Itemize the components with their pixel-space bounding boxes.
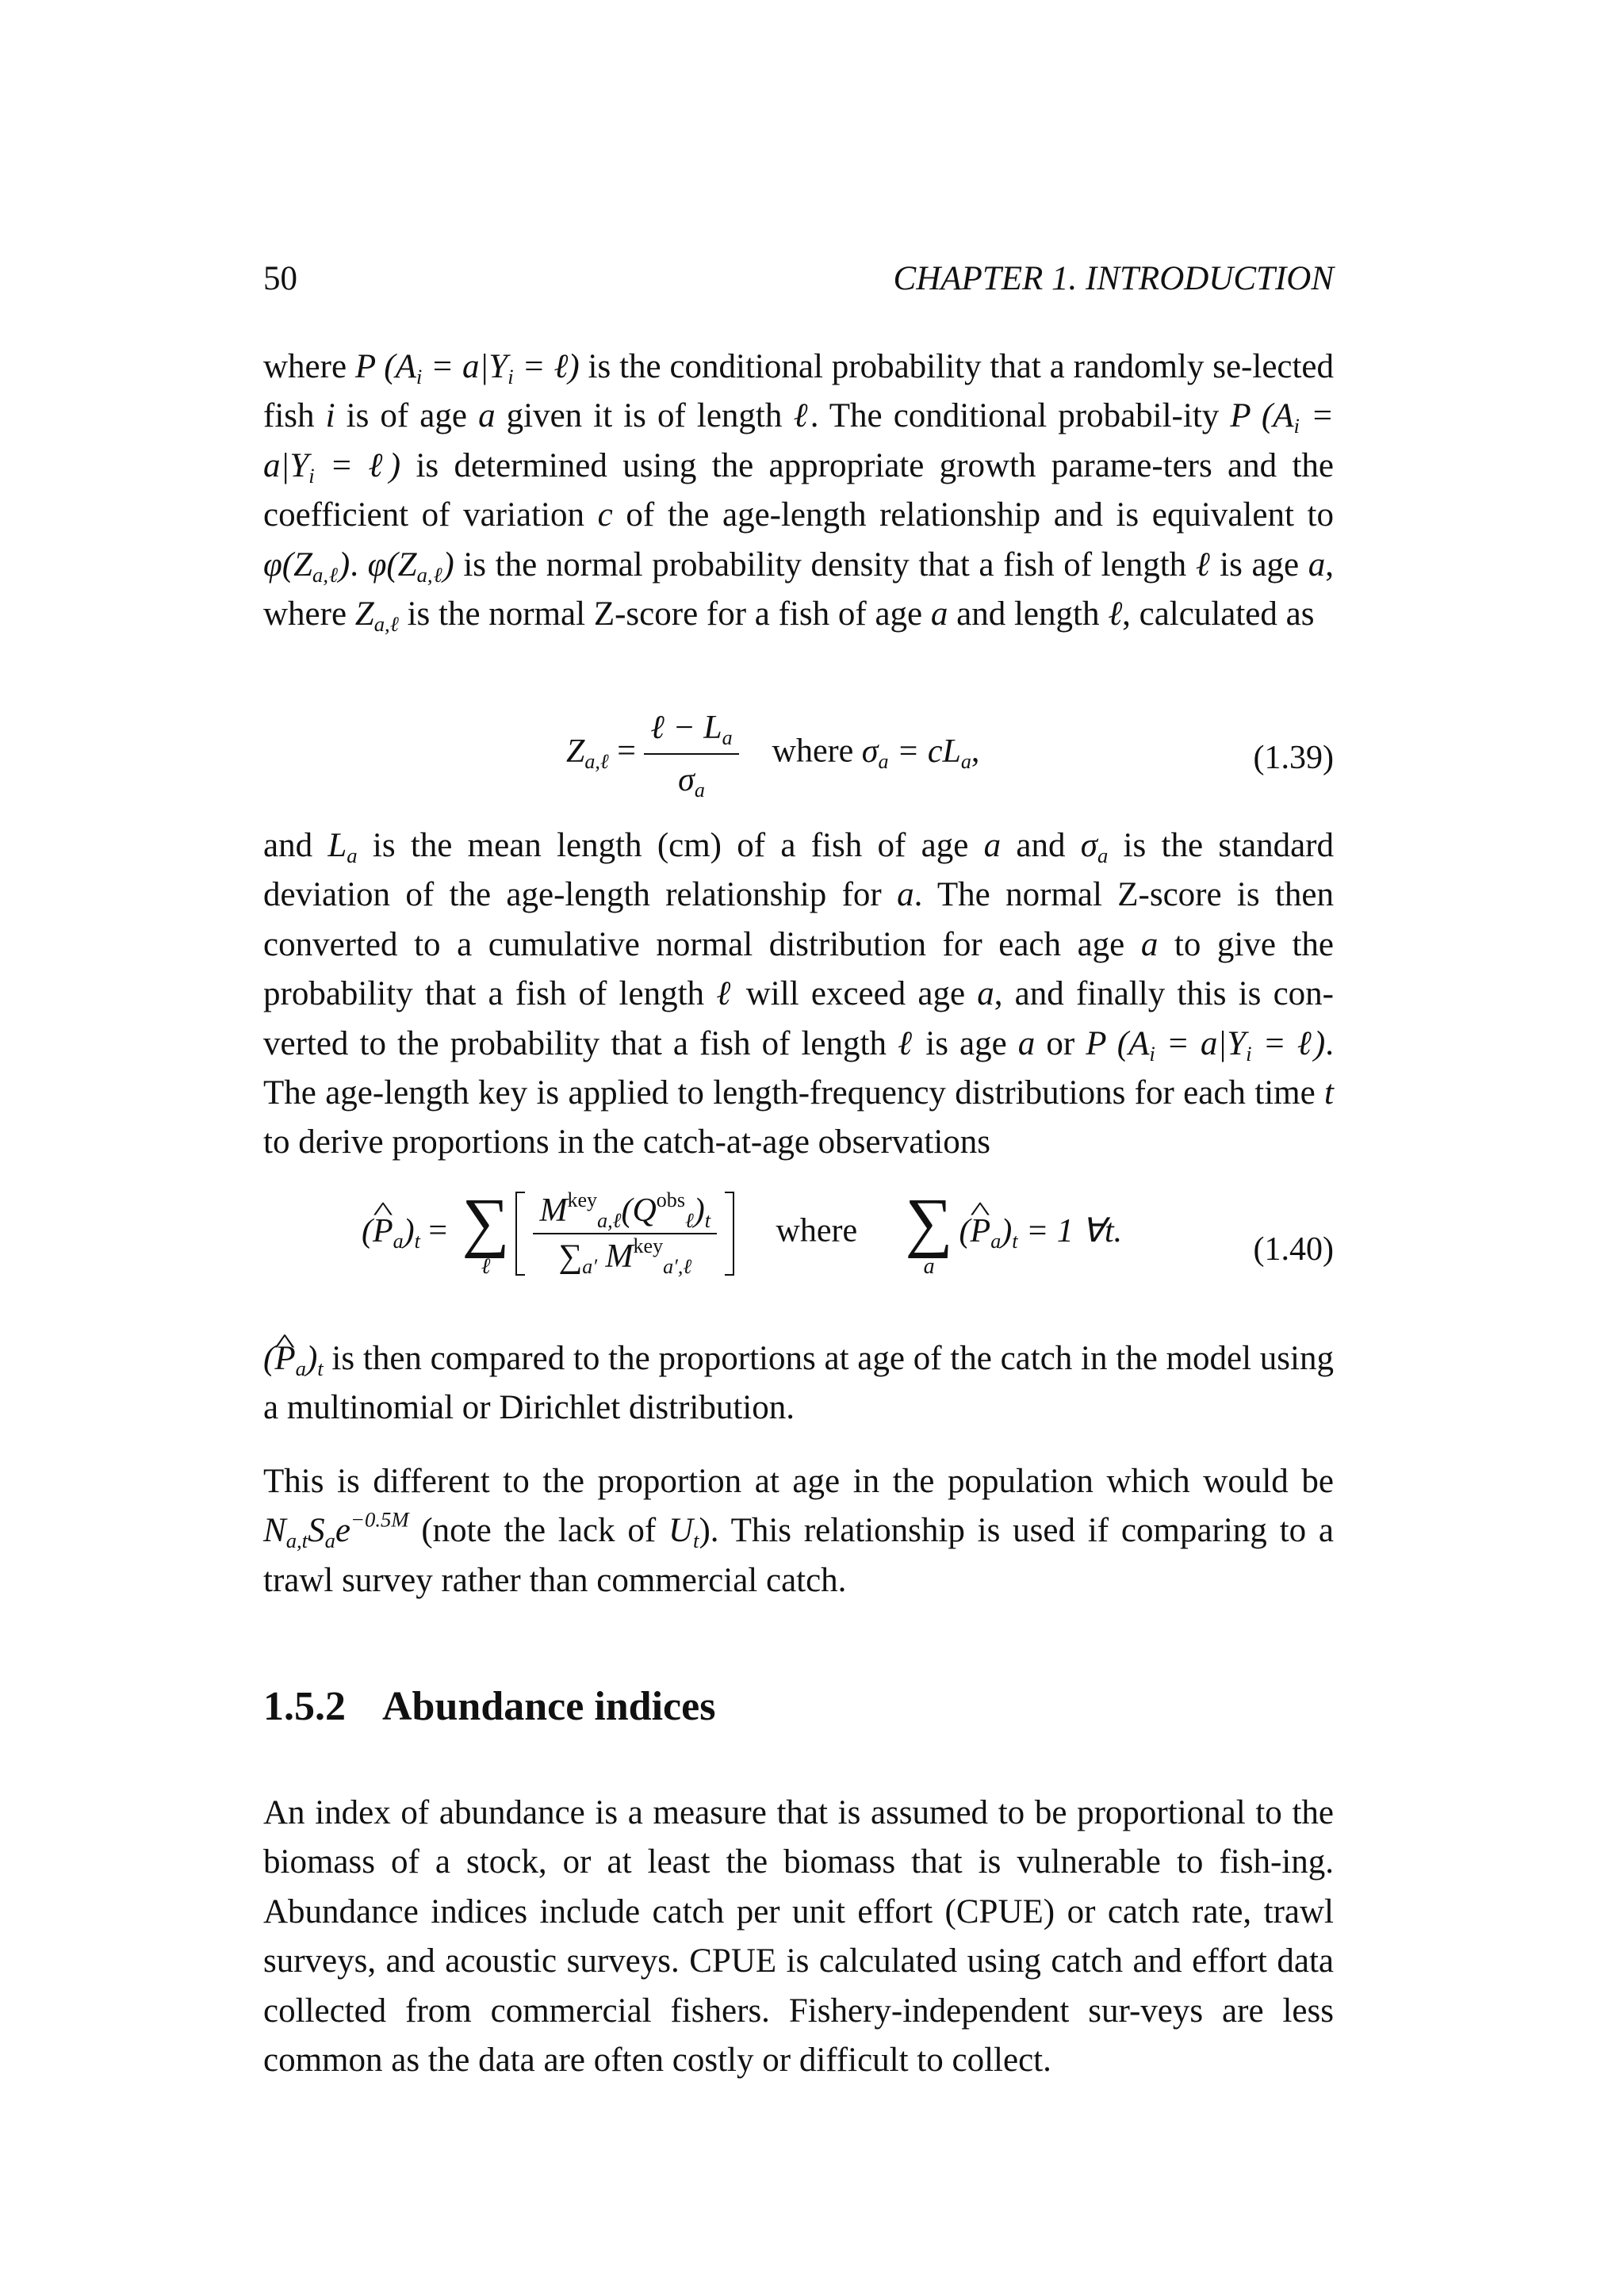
summation: ∑ a <box>905 1185 953 1279</box>
page-header <box>263 255 1334 303</box>
equation-1-39-body: $Z_{a,\ell}$ = $\frac{\ell - L_a}{\sigma_a}$ where $\sigma_a = cL_a$, <box>566 706 979 802</box>
equation-1-40 <box>263 1185 1334 1316</box>
section-heading <box>263 1679 715 1735</box>
equation-1-40-body: (^ $P_a)_t$ = ∑ ℓ $\frac{M^{key}_{a,\ell}(Q^{obs}_\ell)_t}{\sum_{a'} M^{key}_{a',\ell}}$ where ∑ a (^ $P_a)_t = 1$ ∀t. <box>362 1189 1122 1278</box>
equation-number: (1.40) <box>1253 1231 1334 1268</box>
running-head: CHAPTER 1. INTRODUCTION <box>893 260 1334 297</box>
paragraph-proportions-comparison: (^ $P_a)_t$ is then compared to the proportions at age of the catch in the model using a multinomial or Dirichlet distribution. <box>263 1334 1334 1433</box>
page-number: 50 <box>263 260 297 297</box>
paragraph-population-proportion: This is different to the proportion at age in the population which would be $N_{a,t}S_ae^{-0.5M}$ (note the lack of $U_t$). This relationship is used if comparing to a trawl survey rather than commercial catch. <box>263 1463 1334 1599</box>
section-title: Abundance indices <box>382 1684 716 1729</box>
summation: ∑ ℓ <box>462 1185 510 1279</box>
equation-number: (1.39) <box>1253 740 1334 776</box>
fraction: $\frac{\ell - L_a}{\sigma_a}$ <box>644 706 738 802</box>
bracketed-fraction: $\frac{M^{key}_{a,\ell}(Q^{obs}_\ell)_t}{\sum_{a'} M^{key}_{a',\ell}}$ <box>515 1192 734 1276</box>
section-number: 1.5.2 <box>263 1684 346 1729</box>
paragraph-abundance-indices: An index of abundance is a measure that is assumed to be proportional to the biomass of a stock, or at least the biomass that is vulnerable to fish-ing. Abundance indices include catch per unit effort (CPUE) or catch rate, trawl surveys, and acoustic surveys. CPUE is calculated using catch and effort data collected from commercial fishers. Fishery-independent sur-veys are less common as the data are often costly or difficult to collect. <box>263 1794 1334 2080</box>
paragraph-conditional-probability: where P ($A_i = a|Y_i$ = ℓ) is the conditional probability that a randomly se-lected fish i is of age a given it is of length ℓ. The conditional probabil-ity P ($A_i = a|Y_i$ = ℓ) is determined using the appropriate growth parame-ters and the coefficient of variation c of the age-length relationship and is equivalent to $\varphi(Z_{a,\ell})$. $\varphi(Z_{a,\ell})$ is the normal probability density that a fish of length ℓ is age a, where $Z_{a,\ell}$ is the normal Z-score for a fish of age a and length ℓ, calculated as <box>263 348 1335 637</box>
paragraph-z-score: and $L_a$ is the mean length (cm) of a fish of age a and $\sigma_a$ is the standard deviation of the age-length relationship for a. The normal Z-score is then converted to a cumulative normal distribution for each age a to give the probability that a fish of length ℓ will exceed age a, and finally this is con-verted to the probability that a fish of length ℓ is age a or P ($A_i = a|Y_i$ = ℓ). The age-length key is applied to length-frequency distributions for each time t to derive proportions in the catch-at-age observations <box>263 827 1335 1161</box>
equation-1-39 <box>263 706 1334 817</box>
